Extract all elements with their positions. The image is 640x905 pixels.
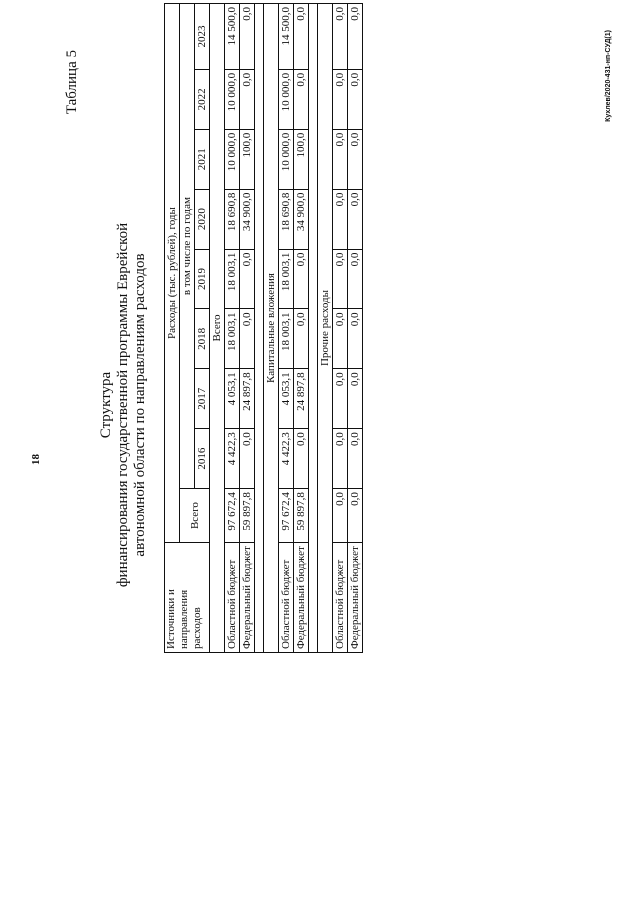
header-by-years: в том числе по годам xyxy=(180,4,195,489)
year-value-cell: 10 000,0 xyxy=(225,69,240,129)
year-value-cell: 18 003,1 xyxy=(225,249,240,309)
row-label: Федеральный бюджет xyxy=(294,543,309,653)
year-value-cell: 10 000,0 xyxy=(279,69,294,129)
year-value-cell: 4 422,3 xyxy=(225,429,240,489)
year-value-cell: 0,0 xyxy=(333,429,348,489)
section-header-row xyxy=(210,4,225,653)
section-title: Прочие расходы xyxy=(318,4,333,653)
year-value-cell: 0,0 xyxy=(333,249,348,309)
title-line-1: Структура xyxy=(98,371,114,439)
year-value-cell: 0,0 xyxy=(294,429,309,489)
table-row xyxy=(240,4,255,653)
title-line-2: финансирования государственной программы Еврейской xyxy=(115,222,131,588)
year-value-cell: 18 003,1 xyxy=(225,309,240,369)
table-row xyxy=(333,4,348,653)
row-label: Областной бюджет xyxy=(279,543,294,653)
funding-structure-table xyxy=(164,3,363,653)
table-row xyxy=(279,4,294,653)
row-label: Областной бюджет xyxy=(333,543,348,653)
section-spacer xyxy=(309,4,318,653)
row-total: 97 672,4 xyxy=(279,489,294,543)
year-value-cell: 24 897,8 xyxy=(294,369,309,429)
section-header-row xyxy=(264,4,279,653)
year-value-cell: 0,0 xyxy=(348,189,363,249)
year-value-cell: 100,0 xyxy=(240,129,255,189)
year-value-cell: 0,0 xyxy=(333,189,348,249)
header-year: 2020 xyxy=(195,189,210,249)
year-value-cell: 18 690,8 xyxy=(225,189,240,249)
year-value-cell: 0,0 xyxy=(240,249,255,309)
header-total: Всего xyxy=(180,489,210,543)
year-value-cell: 0,0 xyxy=(294,69,309,129)
row-total: 0,0 xyxy=(333,489,348,543)
spacer-cell xyxy=(255,4,264,653)
header-year: 2019 xyxy=(195,249,210,309)
row-label: Федеральный бюджет xyxy=(348,543,363,653)
row-total: 97 672,4 xyxy=(225,489,240,543)
row-label: Областной бюджет xyxy=(225,543,240,653)
year-value-cell: 34 900,0 xyxy=(294,189,309,249)
year-value-cell: 14 500,0 xyxy=(225,4,240,70)
section-title: Всего xyxy=(210,4,225,653)
document-code: Кухлев/2020-431-нп-СУД(1) xyxy=(605,30,612,122)
year-value-cell: 10 000,0 xyxy=(225,129,240,189)
year-value-cell: 0,0 xyxy=(348,129,363,189)
header-source: Источники и направления расходов xyxy=(165,543,210,653)
header-year: 2021 xyxy=(195,129,210,189)
year-value-cell: 0,0 xyxy=(348,249,363,309)
header-year: 2017 xyxy=(195,369,210,429)
year-value-cell: 14 500,0 xyxy=(279,4,294,70)
year-value-cell: 0,0 xyxy=(333,129,348,189)
year-value-cell: 0,0 xyxy=(333,4,348,70)
year-value-cell: 0,0 xyxy=(294,309,309,369)
year-value-cell: 100,0 xyxy=(294,129,309,189)
year-value-cell: 0,0 xyxy=(348,309,363,369)
header-year: 2022 xyxy=(195,69,210,129)
table-row xyxy=(294,4,309,653)
year-value-cell: 0,0 xyxy=(348,4,363,70)
table-label: Таблица 5 xyxy=(64,50,80,115)
year-value-cell: 0,0 xyxy=(348,429,363,489)
spacer-cell xyxy=(309,4,318,653)
year-value-cell: 0,0 xyxy=(348,369,363,429)
page-number: 18 xyxy=(30,454,42,465)
table-row xyxy=(348,4,363,653)
year-value-cell: 0,0 xyxy=(240,4,255,70)
year-value-cell: 4 422,3 xyxy=(279,429,294,489)
year-value-cell: 0,0 xyxy=(333,369,348,429)
year-value-cell: 10 000,0 xyxy=(279,129,294,189)
year-value-cell: 0,0 xyxy=(240,309,255,369)
year-value-cell: 0,0 xyxy=(333,69,348,129)
year-value-cell: 0,0 xyxy=(294,249,309,309)
header-year: 2023 xyxy=(195,4,210,70)
row-label: Федеральный бюджет xyxy=(240,543,255,653)
section-title: Капитальные вложения xyxy=(264,4,279,653)
year-value-cell: 0,0 xyxy=(240,69,255,129)
year-value-cell: 0,0 xyxy=(333,309,348,369)
header-year: 2018 xyxy=(195,309,210,369)
row-total: 0,0 xyxy=(348,489,363,543)
year-value-cell: 18 690,8 xyxy=(279,189,294,249)
year-value-cell: 0,0 xyxy=(240,429,255,489)
row-total: 59 897,8 xyxy=(240,489,255,543)
section-header-row xyxy=(318,4,333,653)
table-row xyxy=(225,4,240,653)
year-value-cell: 4 053,1 xyxy=(279,369,294,429)
title-line-3: автономной области по направлениям расходов xyxy=(132,253,148,557)
document-title xyxy=(98,125,149,685)
section-spacer xyxy=(255,4,264,653)
year-value-cell: 18 003,1 xyxy=(279,249,294,309)
year-value-cell: 34 900,0 xyxy=(240,189,255,249)
year-value-cell: 18 003,1 xyxy=(279,309,294,369)
year-value-cell: 4 053,1 xyxy=(225,369,240,429)
year-value-cell: 0,0 xyxy=(348,69,363,129)
row-total: 59 897,8 xyxy=(294,489,309,543)
header-expenses: Расходы (тыс. рублей), годы xyxy=(165,4,180,543)
year-value-cell: 24 897,8 xyxy=(240,369,255,429)
header-year: 2016 xyxy=(195,429,210,489)
table-body xyxy=(210,4,363,653)
year-value-cell: 0,0 xyxy=(294,4,309,70)
